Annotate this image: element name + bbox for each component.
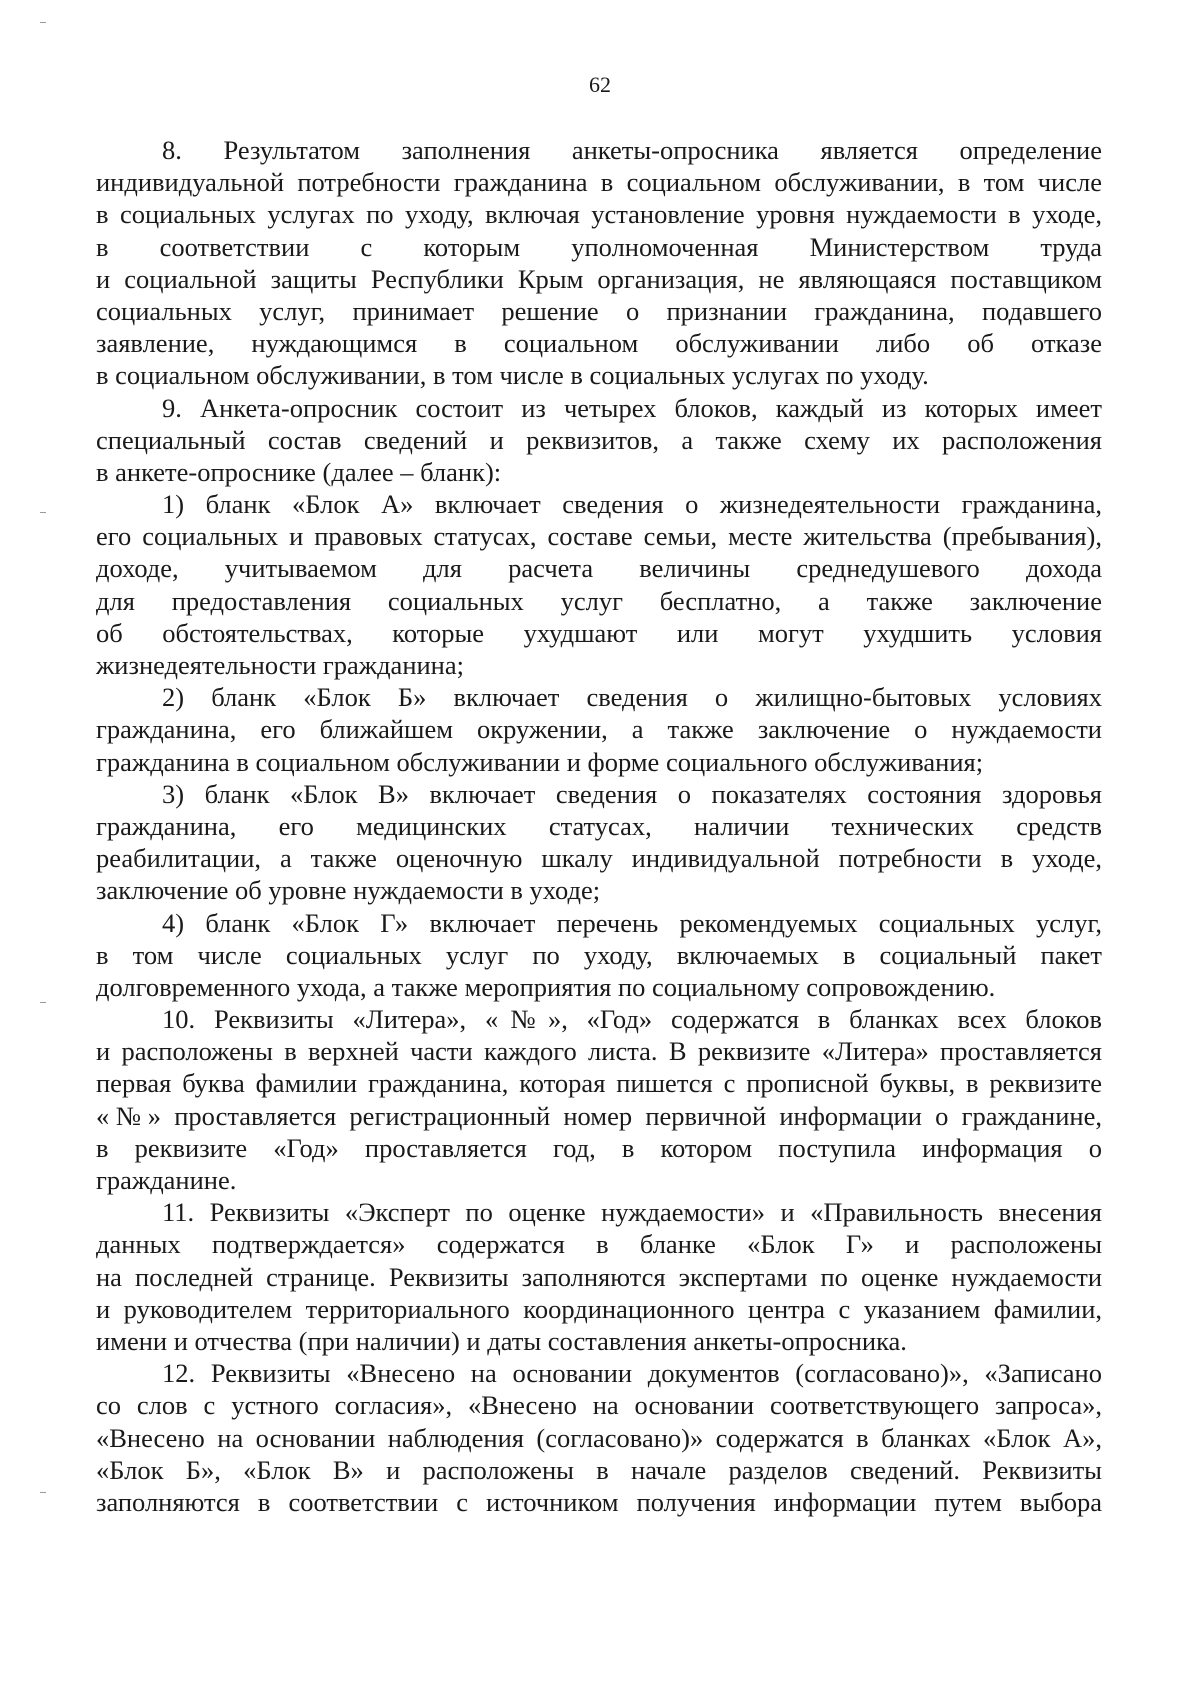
text-line: гражданина в социальном обслуживании и форме социального обслуживания; [96, 746, 984, 777]
text-line: и социальной защиты Республики Крым организация, не являющаяся поставщиком [96, 263, 1102, 294]
text-line: гражданина, его медицинских статусах, наличии технических средств [96, 810, 1102, 841]
text-line: заключение об уровне нуждаемости в уходе; [96, 875, 601, 906]
margin-mark [40, 22, 46, 23]
text-line: первая буква фамилии гражданина, которая пишется с прописной буквы, в реквизите [96, 1068, 1102, 1099]
text-line: на последней странице. Реквизиты заполняются экспертами по оценке нуждаемости [96, 1261, 1102, 1292]
text-line: в социальных услугах по уходу, включая установление уровня нуждаемости в уходе, [96, 199, 1102, 230]
margin-mark [40, 512, 46, 513]
margin-mark [40, 1492, 46, 1493]
text-line: и расположены в верхней части каждого листа. В реквизите «Литера» проставляется [96, 1036, 1102, 1067]
text-line: гражданине. [96, 1165, 237, 1195]
text-line: со слов с устного согласия», «Внесено на основании соответствующего запроса», [96, 1390, 1102, 1421]
text-line: «Внесено на основании наблюдения (согласовано)» содержатся в бланках «Блок А», [96, 1422, 1102, 1453]
text-line: 3) бланк «Блок В» включает сведения о показателях состояния здоровья [162, 778, 1102, 809]
text-line: заявление, нуждающимся в социальном обслуживании либо об отказе [96, 328, 1102, 359]
text-line: 1) бланк «Блок А» включает сведения о жизнедеятельности гражданина, [162, 489, 1102, 520]
text-line: и руководителем территориального координационного центра с указанием фамилии, [96, 1293, 1102, 1324]
text-line: 12. Реквизиты «Внесено на основании документов (согласовано)», «Записано [162, 1358, 1102, 1389]
text-line: в анкете-опроснике (далее – бланк): [96, 456, 502, 487]
page-number: 62 [589, 72, 611, 97]
text-line: 8. Результатом заполнения анкеты-опросника является определение [162, 135, 1102, 165]
text-line: долговременного ухода, а также мероприятия по социальному сопровождению. [96, 971, 996, 1002]
text-line: гражданина, его ближайшем окружении, а также заключение о нуждаемости [96, 714, 1102, 745]
text-line: в социальном обслуживании, в том числе в социальных услугах по уходу. [96, 360, 929, 391]
text-line: 4) бланк «Блок Г» включает перечень рекомендуемых социальных услуг, [162, 907, 1102, 938]
text-line: специальный состав сведений и реквизитов, а также схему их расположения [96, 424, 1102, 455]
text-line: в реквизите «Год» проставляется год, в котором поступила информация о [96, 1132, 1102, 1163]
text-line: его социальных и правовых статусах, составе семьи, месте жительства (пребывания), [96, 521, 1102, 552]
text-line: данных подтверждается» содержатся в бланке «Блок Г» и расположены [96, 1229, 1102, 1260]
text-line: об обстоятельствах, которые ухудшают или могут ухудшить условия [96, 617, 1102, 648]
text-line: 9. Анкета-опросник состоит из четырех блоков, каждый из которых имеет [162, 392, 1102, 423]
text-line: 11. Реквизиты «Эксперт по оценке нуждаемости» и «Правильность внесения [162, 1197, 1102, 1228]
margin-mark [40, 1002, 46, 1003]
text-line: реабилитации, а также оценочную шкалу индивидуальной потребности в уходе, [96, 843, 1102, 874]
text-line: 10. Реквизиты «Литера», «№», «Год» содержатся в бланках всех блоков [162, 1004, 1102, 1035]
text-line: «№» проставляется регистрационный номер первичной информации о гражданине, [96, 1100, 1102, 1131]
text-line: индивидуальной потребности гражданина в социальном обслуживании, в том числе [96, 167, 1102, 198]
body-text [96, 134, 1102, 1518]
text-line: для предоставления социальных услуг бесплатно, а также заключение [96, 585, 1102, 616]
text-line: имени и отчества (при наличии) и даты составления анкеты-опросника. [96, 1325, 907, 1356]
text-line: социальных услуг, принимает решение о признании гражданина, подавшего [96, 295, 1102, 326]
text-line: в соответствии с которым уполномоченная Министерством труда [96, 231, 1102, 262]
text-line: 2) бланк «Блок Б» включает сведения о жилищно-бытовых условиях [162, 682, 1102, 713]
text-line: доходе, учитываемом для расчета величины среднедушевого дохода [96, 553, 1102, 584]
text-line: в том числе социальных услуг по уходу, включаемых в социальный пакет [96, 939, 1102, 970]
text-line: заполняются в соответствии с источником получения информации путем выбора [96, 1486, 1102, 1517]
text-line: «Блок Б», «Блок В» и расположены в начале разделов сведений. Реквизиты [96, 1454, 1102, 1485]
text-line: жизнедеятельности гражданина; [96, 650, 464, 680]
